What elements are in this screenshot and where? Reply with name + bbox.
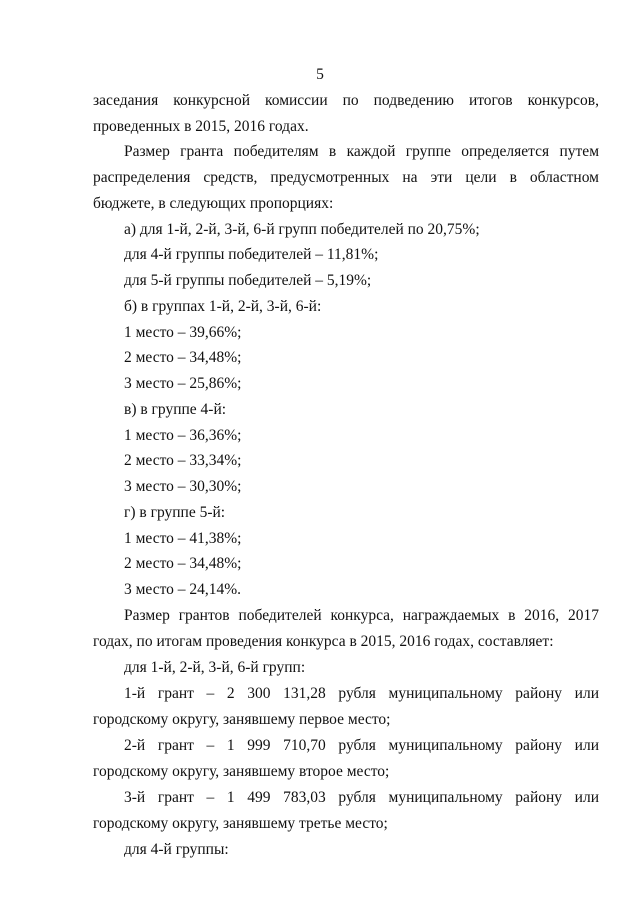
text-line: для 5-й группы победителей – 5,19%; <box>124 272 372 289</box>
text-line: городскому округу, занявшему третье место; <box>93 815 388 832</box>
text-line: Размер грантов победителей конкурса, награждаемых в 2016, 2017 <box>124 607 599 624</box>
text-line: 1 место – 39,66%; <box>124 324 242 341</box>
text-line: городскому округу, занявшему второе место; <box>93 763 390 780</box>
text-line: 3 место – 25,86%; <box>124 375 242 392</box>
text-line: Размер гранта победителям в каждой группе определяется путем <box>124 143 599 160</box>
text-line: 2 место – 33,34%; <box>124 452 242 469</box>
text-line: 2 место – 34,48%; <box>124 349 242 366</box>
text-line: 1 место – 41,38%; <box>124 530 242 547</box>
text-line: а) для 1-й, 2-й, 3-й, 6-й групп победителей по 20,75%; <box>124 221 480 238</box>
text-line: для 1-й, 2-й, 3-й, 6-й групп: <box>124 659 306 676</box>
text-line: г) в группе 5-й: <box>124 504 226 521</box>
text-line: для 4-й группы победителей – 11,81%; <box>124 246 379 263</box>
text-line: 3 место – 24,14%. <box>124 581 242 598</box>
text-line: городскому округу, занявшему первое место; <box>93 711 391 728</box>
page-number: 5 <box>316 66 324 83</box>
text-line: 1-й грант – 2 300 131,28 рубля муниципальному району или <box>124 685 599 702</box>
text-line: 3-й грант – 1 499 783,03 рубля муниципальному району или <box>124 789 599 806</box>
text-line: в) в группе 4-й: <box>124 401 227 418</box>
text-line: 3 место – 30,30%; <box>124 478 242 495</box>
text-line: бюджете, в следующих пропорциях: <box>93 195 334 212</box>
text-line: 2-й грант – 1 999 710,70 рубля муниципальному району или <box>124 737 599 754</box>
text-line: б) в группах 1-й, 2-й, 3-й, 6-й: <box>124 298 322 315</box>
text-line: 1 место – 36,36%; <box>124 427 242 444</box>
text-line: распределения средств, предусмотренных на эти цели в областном <box>93 169 599 186</box>
text-line: годах, по итогам проведения конкурса в 2015, 2016 годах, составляет: <box>93 633 554 650</box>
text-line: проведенных в 2015, 2016 годах. <box>93 118 309 135</box>
text-line: заседания конкурсной комиссии по подведению итогов конкурсов, <box>93 92 599 109</box>
text-line: 2 место – 34,48%; <box>124 555 242 572</box>
text-line: для 4-й группы: <box>124 841 229 858</box>
